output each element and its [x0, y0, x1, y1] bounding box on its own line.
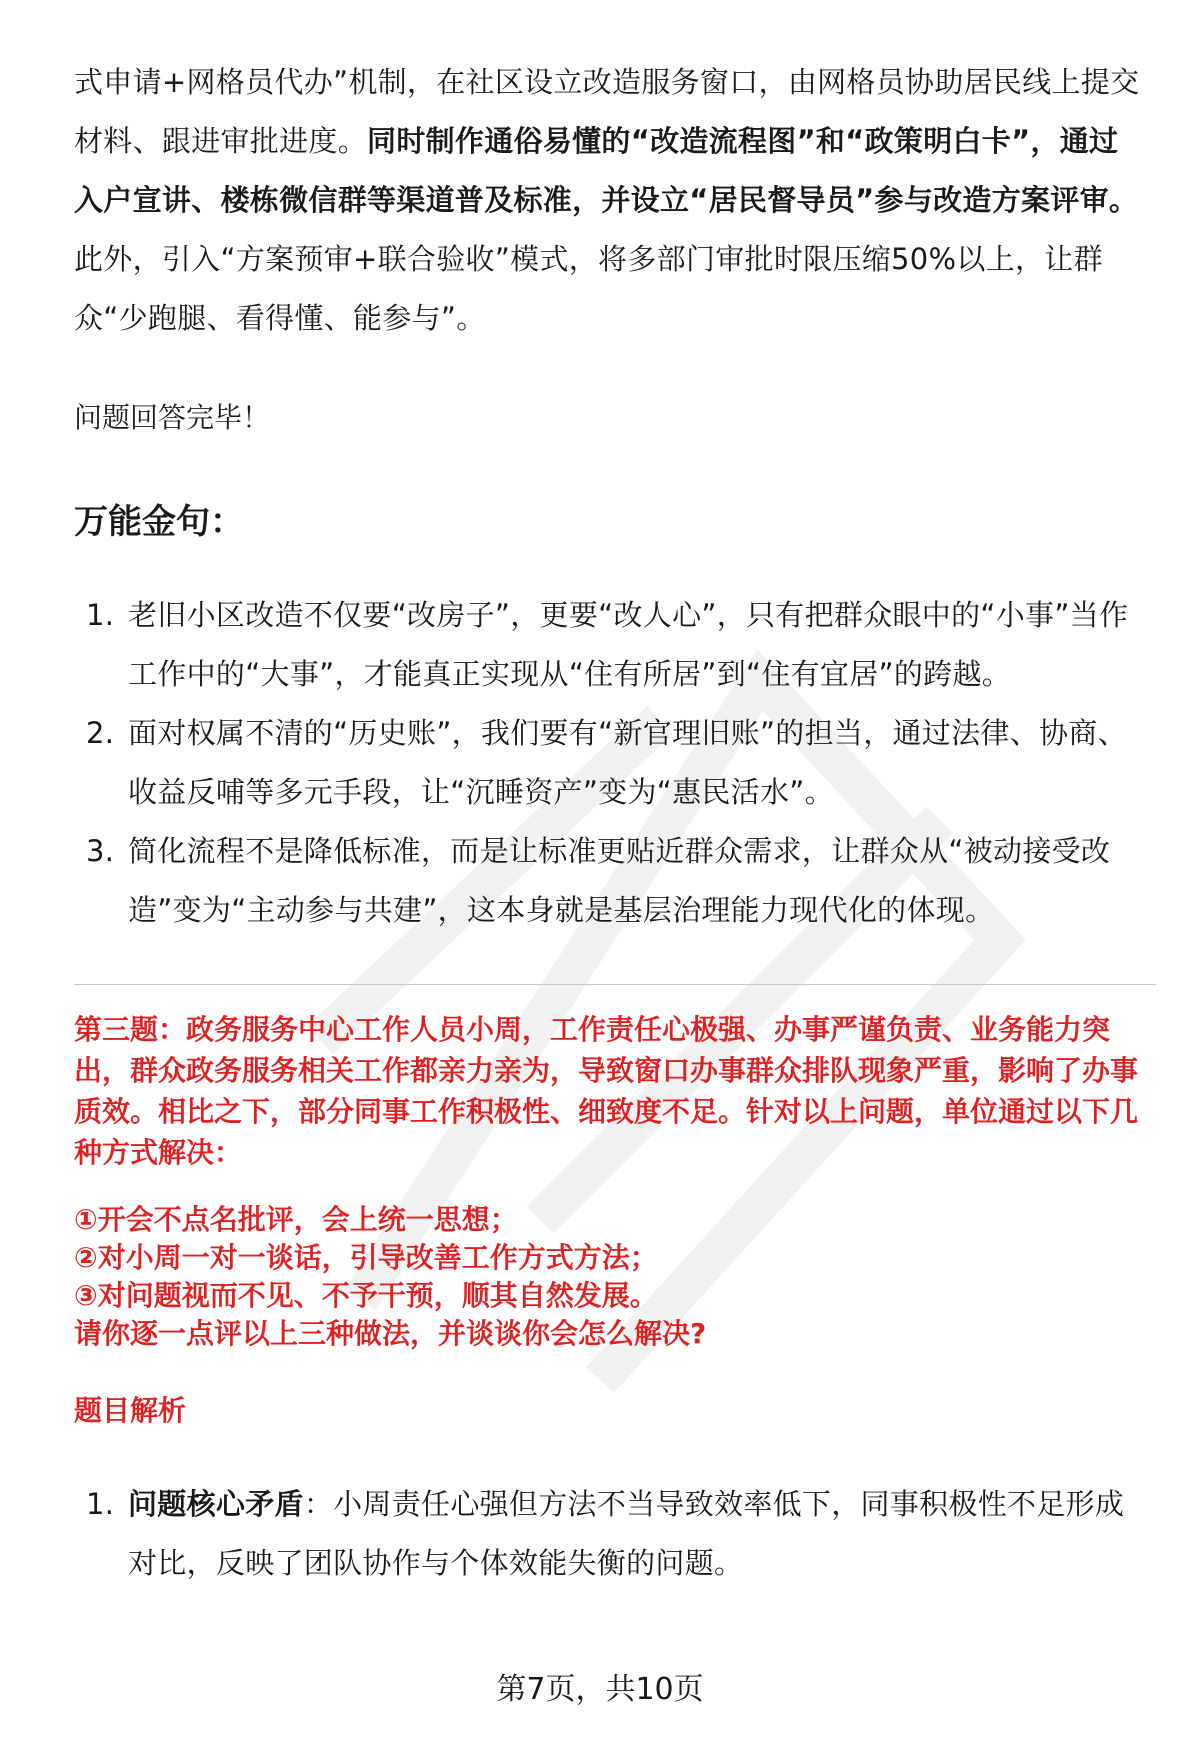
- list-number: 1.: [86, 1487, 115, 1521]
- option-3: ③对问题视而不见、不予干预，顺其自然发展。: [74, 1279, 658, 1312]
- list-item: [74, 822, 1144, 940]
- answer-text-part1: 式申请+网格员代办”机制，在社区设立改造服务窗口，由网格员协助居民线上提交材料、跟进审批进度。: [74, 65, 1140, 158]
- answer-text-part3: 此外，引入“方案预审+联合验收”模式，将多部门审批时限压缩50%以上，让群众“少跑腿、看得懂、能参与”。: [74, 242, 1103, 335]
- question-3-options: [74, 1201, 1144, 1353]
- list-item: [74, 586, 1144, 704]
- golden-sentences-list: [74, 586, 1144, 940]
- golden-sentences-heading: 万能金句：: [74, 502, 244, 542]
- list-item-text: 面对权属不清的“历史账”，我们要有“新官理旧账”的担当，通过法律、协商、收益反哺等多元手段，让“沉睡资产”变为“惠民活水”。: [128, 716, 1127, 809]
- analysis-item-text: ：小周责任心强但方法不当导致效率低下，同事积极性不足形成对比，反映了团队协作与个体效能失衡的问题。: [128, 1487, 1125, 1580]
- list-item-text: 老旧小区改造不仅要“改房子”，更要“改人心”，只有把群众眼中的“小事”当作工作中的“大事”，才能真正实现从“住有所居”到“住有宜居”的跨越。: [128, 598, 1129, 691]
- list-item: [74, 704, 1144, 822]
- answer-complete-text: 问题回答完毕！: [74, 401, 271, 434]
- page-number: 第7页，共10页: [496, 1672, 704, 1707]
- list-number: 1.: [86, 598, 115, 632]
- question-prompt: 请你逐一点评以上三种做法，并谈谈你会怎么解决?: [74, 1317, 707, 1350]
- analysis-list: [74, 1475, 1144, 1593]
- list-item-text: 简化流程不是降低标准，而是让标准更贴近群众需求，让群众从“被动接受改造”变为“主动参与共建”，这本身就是基层治理能力现代化的体现。: [128, 834, 1111, 927]
- analysis-item-label: 问题核心矛盾: [128, 1487, 304, 1521]
- answer-paragraph: [74, 53, 1144, 348]
- section-divider: [74, 984, 1156, 985]
- question-3-text: 第三题：政务服务中心工作人员小周，工作责任心极强、办事严谨负责、业务能力突出，群众政务服务相关工作都亲力亲为，导致窗口办事群众排队现象严重，影响了办事质效。相比之下，部分同事工作积极性、细致度不足。针对以上问题，单位通过以下几种方式解决：: [74, 1013, 1139, 1169]
- answer-text-bold: 同时制作通俗易懂的“改造流程图”和“政策明白卡”，通过入户宣讲、楼栋微信群等渠道普及标准，并设立“居民督导员”参与改造方案评审。: [74, 124, 1139, 217]
- list-number: 3.: [86, 834, 115, 868]
- option-1: ①开会不点名批评，会上统一思想；: [74, 1203, 518, 1236]
- analysis-heading: 题目解析: [74, 1394, 187, 1427]
- list-number: 2.: [86, 716, 115, 750]
- document-page: [74, 0, 1144, 1593]
- option-2: ②对小周一对一谈话，引导改善工作方式方法；: [74, 1241, 658, 1274]
- list-item: [74, 1475, 1144, 1593]
